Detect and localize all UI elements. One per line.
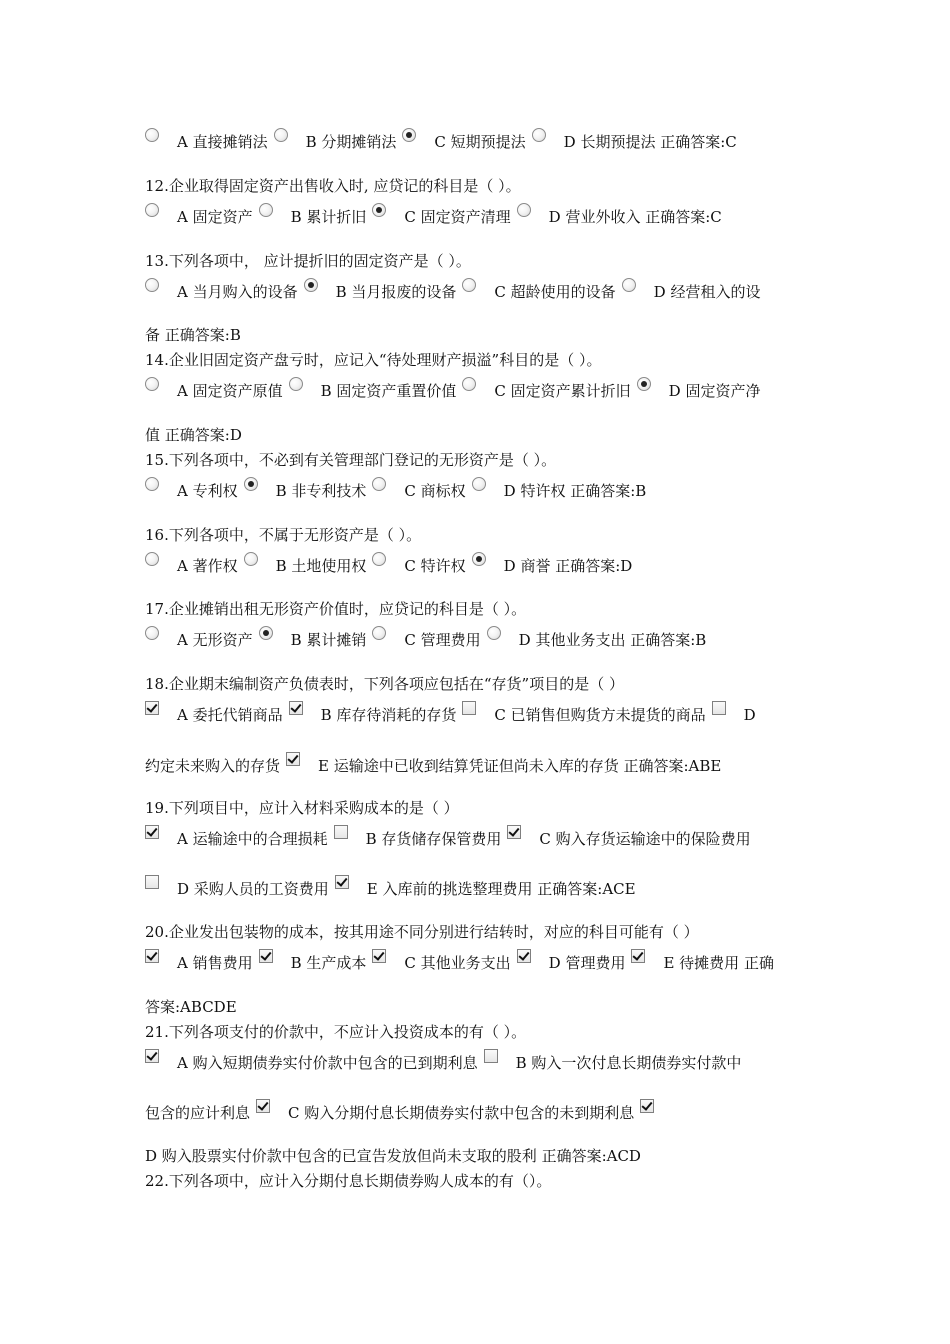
option-label: A 委托代销商品: [177, 706, 283, 724]
option-label: D 特许权 正确答案:B: [503, 482, 647, 500]
radio-button[interactable]: [487, 626, 501, 640]
option-label: A 当月购入的设备: [177, 283, 298, 301]
option-row: [145, 705, 762, 725]
option-label: C 购入存货运输途中的保险费用: [539, 830, 751, 848]
checkbox-checked[interactable]: [145, 949, 159, 963]
radio-button-selected[interactable]: [244, 477, 258, 491]
option-label: 包含的应计利息: [145, 1104, 251, 1122]
option-label: A 著作权: [177, 557, 238, 575]
option-label: C 固定资产累计折旧: [494, 382, 631, 400]
option-label: B 生产成本: [290, 954, 367, 972]
checkbox-checked[interactable]: [507, 825, 521, 839]
question-text: 备 正确答案:B: [145, 326, 241, 344]
checkbox-checked[interactable]: [640, 1099, 654, 1113]
question-text: 答案:ABCDE: [145, 998, 237, 1016]
option-row: [145, 879, 642, 899]
option-label: C 超龄使用的设备: [494, 283, 616, 301]
radio-button[interactable]: [145, 128, 159, 142]
radio-button[interactable]: [145, 377, 159, 391]
question-text: D 购入股票实付价款中包含的已宣告发放但尚未支取的股利 正确答案:ACD: [145, 1147, 641, 1165]
option-row: [145, 556, 638, 576]
checkbox-checked[interactable]: [256, 1099, 270, 1113]
option-label: A 专利权: [177, 482, 238, 500]
checkbox-checked[interactable]: [372, 949, 386, 963]
option-row: [145, 481, 652, 501]
option-row: [145, 953, 780, 973]
radio-button[interactable]: [145, 278, 159, 292]
radio-button[interactable]: [372, 477, 386, 491]
checkbox-checked[interactable]: [145, 1049, 159, 1063]
option-label: D 长期预提法 正确答案:C: [563, 133, 737, 151]
option-row: [145, 132, 743, 152]
question-text: 值 正确答案:D: [145, 426, 242, 444]
option-label: B 分期摊销法: [305, 133, 397, 151]
option-label: B 累计折旧: [290, 208, 367, 226]
option-label: C 特许权: [404, 557, 466, 575]
checkbox[interactable]: [145, 875, 159, 889]
question-text: 16.下列各项中，不属于无形资产是（ ）。: [145, 526, 422, 544]
option-label: C 商标权: [404, 482, 466, 500]
checkbox-checked[interactable]: [289, 701, 303, 715]
checkbox-checked[interactable]: [335, 875, 349, 889]
question-text: 13.下列各项中， 应计提折旧的固定资产是（ ）。: [145, 252, 471, 270]
option-label: A 无形资产: [177, 631, 253, 649]
question-text: 19.下列项目中，应计入材料采购成本的是（ ）: [145, 799, 459, 817]
option-row: [145, 207, 728, 227]
checkbox[interactable]: [712, 701, 726, 715]
question-text: 22.下列各项中，应计入分期付息长期债券购人成本的有（）。: [145, 1172, 552, 1190]
option-label: C 购入分期付息长期债券实付款中包含的未到期利息: [288, 1104, 635, 1122]
option-label: B 库存待消耗的存货: [320, 706, 457, 724]
option-label: B 非专利技术: [275, 482, 367, 500]
radio-button[interactable]: [289, 377, 303, 391]
option-row: [145, 1103, 678, 1123]
option-label: D 商誉 正确答案:D: [503, 557, 633, 575]
option-label: C 固定资产清理: [404, 208, 511, 226]
radio-button[interactable]: [622, 278, 636, 292]
checkbox[interactable]: [462, 701, 476, 715]
radio-button[interactable]: [259, 203, 273, 217]
radio-button[interactable]: [145, 552, 159, 566]
checkbox-checked[interactable]: [145, 825, 159, 839]
option-label: E 入库前的挑选整理费用 正确答案:ACE: [366, 880, 636, 898]
question-text: 15.下列各项中，不必到有关管理部门登记的无形资产是（ ）。: [145, 451, 557, 469]
radio-button[interactable]: [532, 128, 546, 142]
option-label: B 存货储存保管费用: [365, 830, 502, 848]
option-label: C 已销售但购货方未提货的商品: [494, 706, 706, 724]
option-label: A 固定资产原值: [177, 382, 283, 400]
radio-button[interactable]: [145, 203, 159, 217]
question-text: 21.下列各项支付的价款中，不应计入投资成本的有（ ）。: [145, 1023, 527, 1041]
option-label: B 购入一次付息长期债券实付款中: [515, 1054, 742, 1072]
option-label: A 运输途中的合理损耗: [177, 830, 328, 848]
checkbox[interactable]: [334, 825, 348, 839]
option-row: [145, 630, 712, 650]
radio-button[interactable]: [372, 626, 386, 640]
option-row: [145, 829, 757, 849]
radio-button[interactable]: [517, 203, 531, 217]
option-label: C 其他业务支出: [404, 954, 511, 972]
radio-button-selected[interactable]: [259, 626, 273, 640]
radio-button-selected[interactable]: [304, 278, 318, 292]
radio-button[interactable]: [244, 552, 258, 566]
option-label: D 其他业务支出 正确答案:B: [518, 631, 707, 649]
option-row: [145, 756, 727, 776]
option-row: [145, 282, 766, 302]
radio-button-selected[interactable]: [472, 552, 486, 566]
option-label: A 销售费用: [177, 954, 253, 972]
option-label: D: [743, 706, 756, 724]
radio-button-selected[interactable]: [402, 128, 416, 142]
radio-button[interactable]: [145, 626, 159, 640]
checkbox-checked[interactable]: [145, 701, 159, 715]
radio-button[interactable]: [274, 128, 288, 142]
question-text: 12.企业取得固定资产出售收入时, 应贷记的科目是（ ）。: [145, 177, 521, 195]
option-label: C 短期预提法: [434, 133, 526, 151]
question-text: 18.企业期末编制资产负债表时，下列各项应包括在“存货”项目的是（ ）: [145, 675, 624, 693]
option-label: B 累计摊销: [290, 631, 367, 649]
option-label: B 固定资产重置价值: [320, 382, 457, 400]
checkbox-checked[interactable]: [286, 752, 300, 766]
radio-button[interactable]: [462, 278, 476, 292]
option-label: D 经营租入的设: [653, 283, 761, 301]
option-label: D 管理费用: [548, 954, 626, 972]
radio-button-selected[interactable]: [637, 377, 651, 391]
option-row: [145, 1053, 747, 1073]
option-row: [145, 381, 766, 401]
option-label: E 运输途中已收到结算凭证但尚未入库的存货 正确答案:ABE: [318, 757, 722, 775]
question-text: 20.企业发出包装物的成本，按其用途不同分别进行结转时，对应的科目可能有（ ）: [145, 923, 699, 941]
option-label: A 固定资产: [177, 208, 253, 226]
option-label: E 待摊费用 正确: [663, 954, 774, 972]
option-label: A 购入短期债券实付价款中包含的已到期利息: [177, 1054, 478, 1072]
checkbox[interactable]: [484, 1049, 498, 1063]
option-label: C 管理费用: [404, 631, 481, 649]
question-text: 14.企业旧固定资产盘亏时，应记入“待处理财产损溢”科目的是（ ）。: [145, 351, 602, 369]
option-label: D 营业外收入 正确答案:C: [548, 208, 722, 226]
option-label: B 土地使用权: [275, 557, 367, 575]
question-text: 17.企业摊销出租无形资产价值时，应贷记的科目是（ ）。: [145, 600, 527, 618]
checkbox-checked[interactable]: [517, 949, 531, 963]
radio-button[interactable]: [462, 377, 476, 391]
option-label: 约定未来购入的存货: [145, 757, 281, 775]
option-label: D 固定资产净: [668, 382, 761, 400]
radio-button[interactable]: [145, 477, 159, 491]
radio-button[interactable]: [472, 477, 486, 491]
checkbox-checked[interactable]: [259, 949, 273, 963]
option-label: D 采购人员的工资费用: [177, 880, 329, 898]
option-label: A 直接摊销法: [177, 133, 268, 151]
radio-button[interactable]: [372, 552, 386, 566]
radio-button-selected[interactable]: [372, 203, 386, 217]
option-label: B 当月报废的设备: [335, 283, 457, 301]
checkbox-checked[interactable]: [631, 949, 645, 963]
